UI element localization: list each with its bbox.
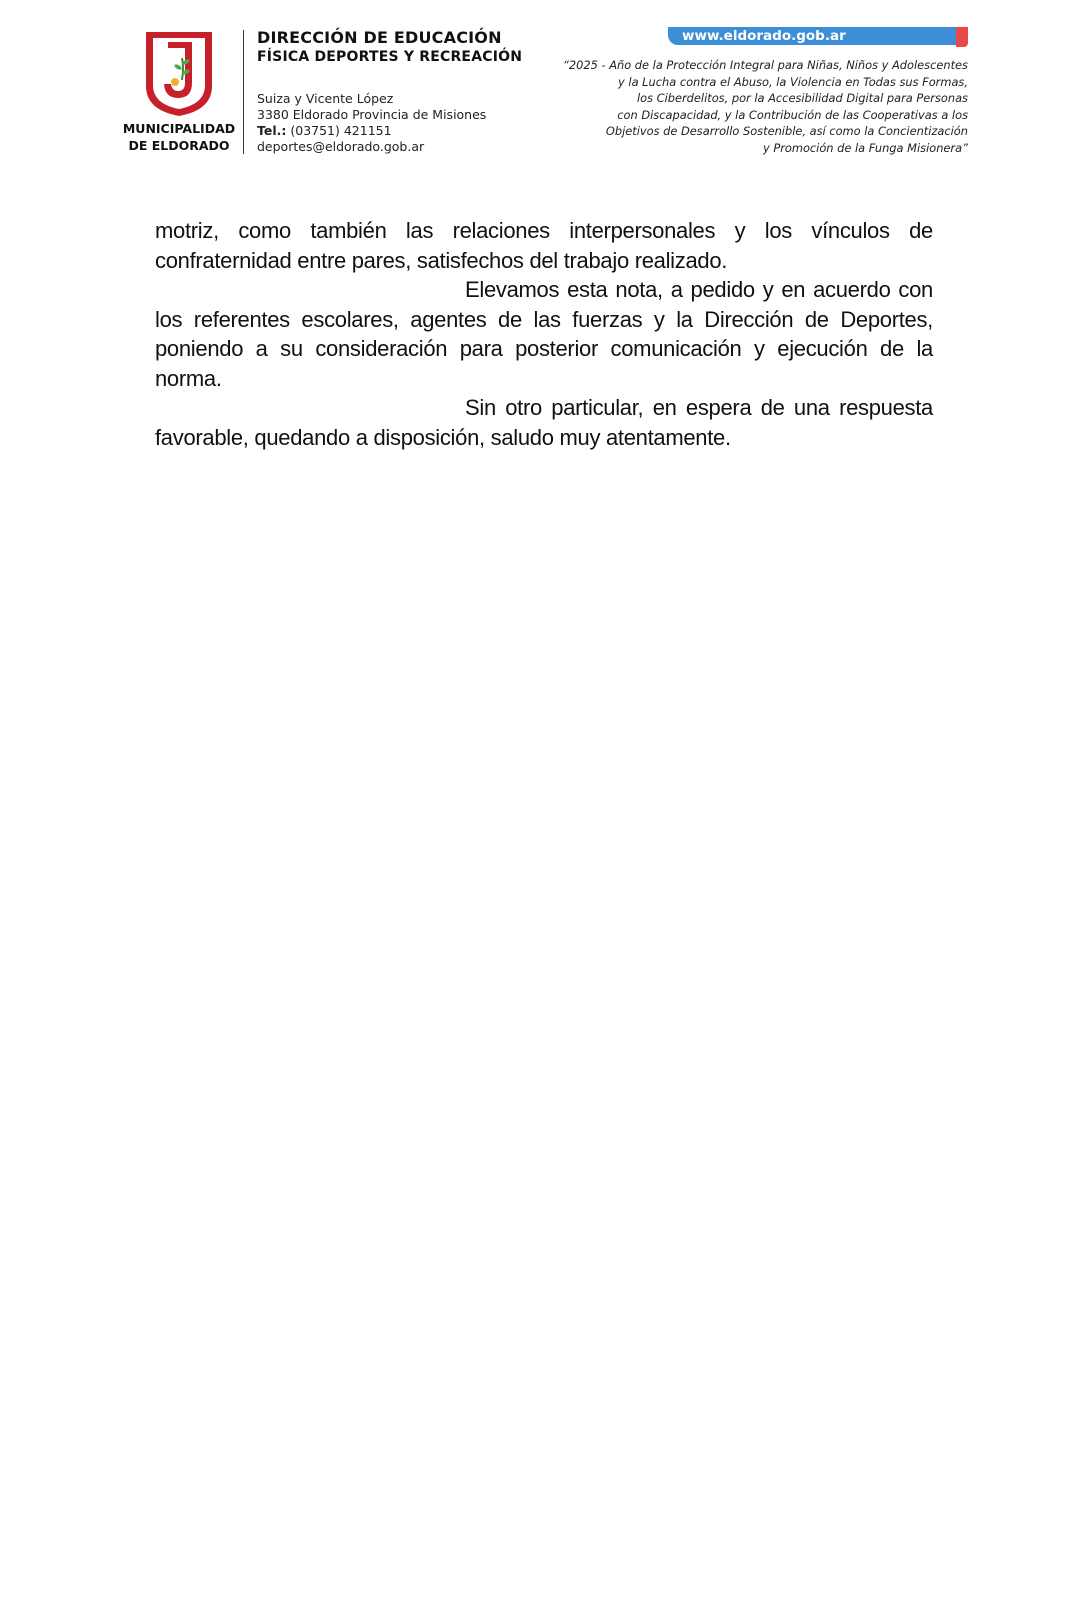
- body-paragraph-3: Sin otro particular, en espera de una respuesta favorable, quedando a disposición, saludo muy atentamente.: [155, 395, 933, 450]
- address-line1: Suiza y Vicente López: [257, 91, 394, 106]
- website-link[interactable]: www.eldorado.gob.ar: [682, 28, 846, 44]
- department-title: [257, 28, 522, 66]
- phone-value: (03751) 421151: [286, 123, 392, 138]
- department-title-line1: DIRECCIÓN DE EDUCACIÓN: [257, 28, 502, 47]
- motto-line: y Promoción de la Funga Misionera”: [762, 140, 968, 155]
- municipality-name-line1: MUNICIPALIDAD: [122, 121, 236, 136]
- municipal-shield-logo-icon: [142, 28, 216, 118]
- contact-block: [257, 91, 486, 155]
- phone-line: [257, 123, 486, 139]
- header-divider: [243, 30, 244, 154]
- letter-body: [155, 216, 933, 452]
- department-title-line2: FÍSICA DEPORTES Y RECREACIÓN: [257, 49, 523, 65]
- municipality-name: [118, 120, 240, 154]
- body-paragraph-2: Elevamos esta nota, a pedido y en acuerdo con los referentes escolares, agentes de las fuerzas y la Dirección de Deportes, poniendo a su consideración para posterior comunicación y ejecución de la norma.: [155, 277, 933, 391]
- motto-line: “2025 - Año de la Protección Integral para Niñas, Niños y Adolescentes: [562, 58, 968, 72]
- motto-line: con Discapacidad, y la Contribución de las Cooperativas a los: [617, 107, 968, 122]
- motto-line: los Ciberdelitos, por la Accesibilidad Digital para Personas: [636, 91, 968, 105]
- email-link[interactable]: deportes@eldorado.gob.ar: [257, 139, 425, 154]
- website-banner-red-accent: [956, 27, 968, 47]
- website-banner: [668, 27, 968, 47]
- phone-label: Tel.:: [257, 123, 287, 138]
- year-motto: [508, 57, 968, 156]
- municipality-name-line2: DE ELDORADO: [128, 138, 230, 153]
- address-line2: 3380 Eldorado Provincia de Misiones: [257, 107, 487, 122]
- motto-line: Objetivos de Desarrollo Sostenible, así como la Concientización: [605, 124, 968, 138]
- body-paragraph-1: motriz, como también las relaciones interpersonales y los vínculos de confraternidad entre pares, satisfechos del trabajo realizado.: [155, 218, 933, 273]
- motto-line: y la Lucha contra el Abuso, la Violencia en Todas sus Formas,: [618, 74, 968, 89]
